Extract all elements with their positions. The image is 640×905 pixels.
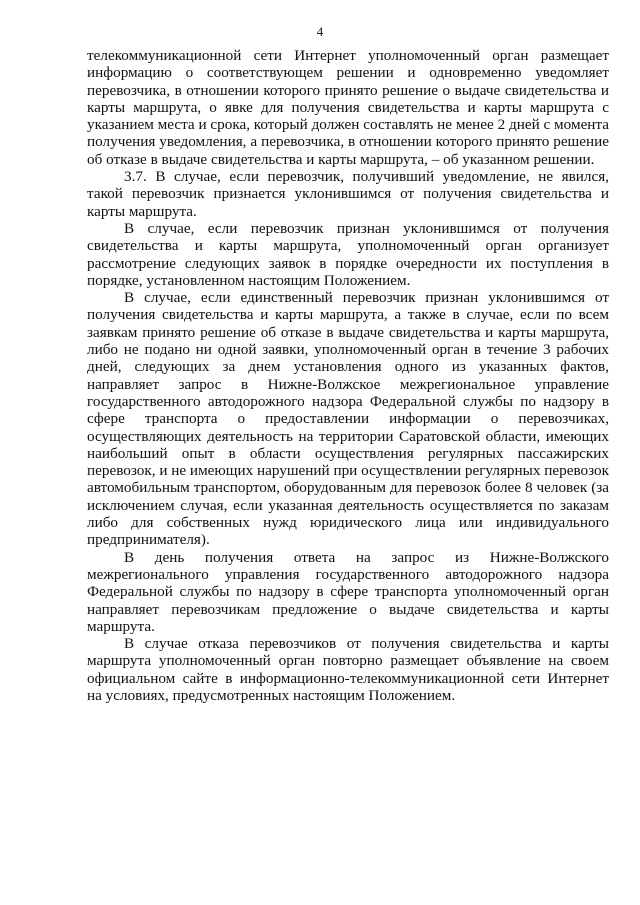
- paragraph: В случае, если перевозчик признан уклонившимся от получения свидетельства и карты маршрута, уполномоченный орган организует рассмотрение следующих заявок в порядке очередности их поступления в порядке, установленном настоящим Положением.: [87, 219, 609, 289]
- page-number: 4: [316, 24, 324, 39]
- paragraph: В случае, если единственный перевозчик признан уклонившимся от получения свидетельства и карты маршрута, а также в случае, если по всем заявкам принято решение об отказе в выдаче свидетельства и карты маршрута, либо не подано ни одной заявки, уполномоченный орган в течение 3 рабочих дней, следующих за днем установления одного из указанных фактов, направляет запрос в Нижне-Волжское межрегиональное управление государственного автодорожного надзора Федеральной службы по надзору в сфере транспорта о предоставлении информации о перевозчиках, осуществляющих деятельность на территории Саратовской области, имеющих наибольший опыт в области осуществления регулярных пассажирских перевозок, и не имеющих нарушений при осуществлении регулярных перевозок автомобильным транспортом, оборудованным для перевозок более 8 человек (за исключением случая, если указанная деятельность осуществляется по заказам либо для собственных нужд юридического лица или индивидуального предпринимателя).: [87, 289, 609, 549]
- paragraph: В случае отказа перевозчиков от получения свидетельства и карты маршрута уполномоченный орган повторно размещает объявление на своем официальном сайте в информационно-телекоммуникационной сети Интернет на условиях, предусмотренных настоящим Положением.: [87, 635, 609, 704]
- paragraph-continuation: телекоммуникационной сети Интернет уполномоченный орган размещает информацию о соответствующем решении и одновременно уведомляет перевозчика, в отношении которого принято решение о выдаче свидетельства и карты маршрута, о явке для получения свидетельства и карты маршрута с указанием места и срока, который должен составлять не менее 2 дней с момента получения уведомления, а перевозчика, в отношении которого принято решение об отказе в выдаче свидетельства и карты маршрута, – об указанном решении.: [87, 47, 609, 168]
- paragraph-3-7: 3.7. В случае, если перевозчик, получивший уведомление, не явился, такой перевозчик признается уклонившимся от получения свидетельства и карты маршрута.: [87, 168, 609, 220]
- document-body: [87, 47, 609, 704]
- paragraph: В день получения ответа на запрос из Нижне-Волжского межрегионального управления государственного автодорожного надзора Федеральной службы по надзору в сфере транспорта уполномоченный орган направляет перевозчикам предложение о выдаче свидетельства и карты маршрута.: [87, 548, 609, 635]
